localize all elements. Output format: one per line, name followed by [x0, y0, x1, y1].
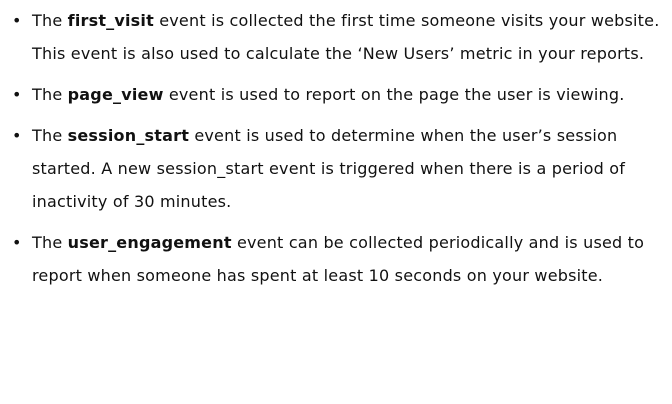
bullet-item-page-view	[8, 78, 660, 111]
bullet-prefix: The	[32, 11, 68, 30]
event-term: session_start	[67, 126, 190, 145]
bullet-prefix: The	[32, 233, 68, 252]
bullet-item-session-start	[8, 119, 660, 218]
event-term: first_visit	[67, 11, 154, 30]
bullet-item-user-engagement	[8, 226, 660, 292]
event-bullet-list	[8, 4, 660, 292]
bullet-symbol: •	[12, 11, 22, 30]
bullet-prefix: The	[32, 126, 68, 145]
bullet-symbol: •	[12, 233, 22, 252]
bullet-prefix: The	[32, 85, 68, 104]
bullet-text: event is collected the first time someone visits your website. This event is also used to calculate the ‘New Users’ metric in your reports.	[32, 11, 660, 63]
bullet-text: event can be collected periodically and is used to report when someone has spent at least 10 seconds on your website.	[32, 233, 645, 285]
event-term: user_engagement	[67, 233, 232, 252]
bullet-text: event is used to determine when the user’s session started. A new session_start event is triggered when there is a period of inactivity of 30 minutes.	[32, 126, 626, 211]
event-term: page_view	[67, 85, 164, 104]
bullet-symbol: •	[12, 85, 22, 104]
bullet-symbol: •	[12, 126, 22, 145]
bullet-item-first-visit	[8, 4, 660, 70]
bullet-text: event is used to report on the page the user is viewing.	[163, 85, 625, 104]
